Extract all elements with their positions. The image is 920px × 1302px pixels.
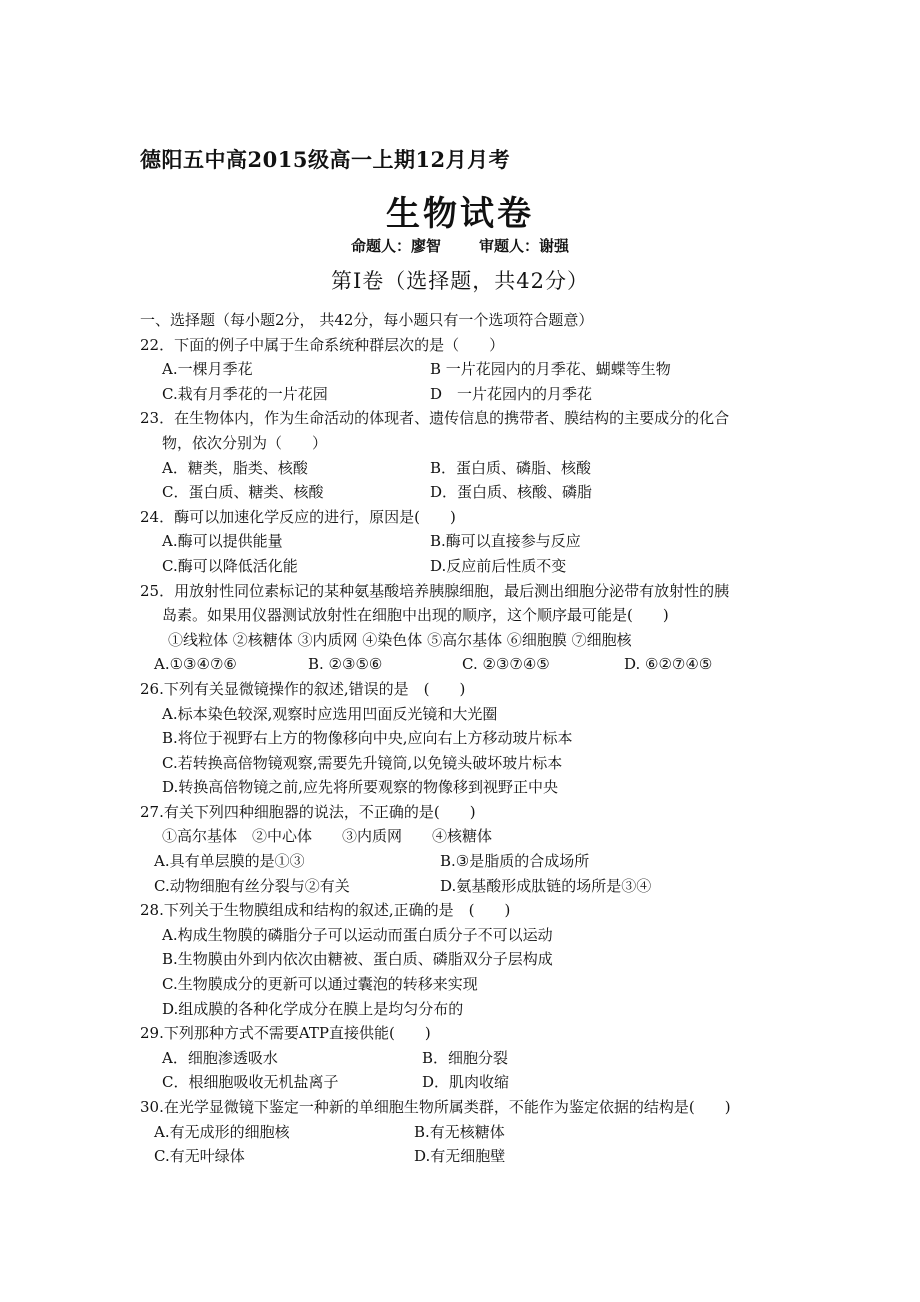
question-22-options-row1 [140, 357, 790, 382]
option-c: C．根细胞吸收无机盐离子 [162, 1073, 339, 1092]
option-a: A．糖类，脂类、核酸 [162, 458, 308, 477]
question-30-options-row2 [140, 1144, 790, 1169]
question-24-stem: 24．酶可以加速化学反应的进行，原因是( ) [140, 507, 456, 526]
question-22-stem: 22．下面的例子中属于生命系统种群层次的是（ ） [140, 335, 505, 354]
exam-authors [0, 235, 920, 256]
question-list [140, 308, 790, 1169]
option-c: C.若转换高倍物镜观察,需要先升镜筒,以免镜头破坏玻片标本 [162, 753, 563, 772]
option-d: D．蛋白质、核酸、磷脂 [430, 483, 593, 502]
option-b: B.酶可以直接参与反应 [430, 532, 581, 551]
question-23-stem-cont: 物，依次分别为（ ） [162, 433, 328, 452]
option-d: D．肌肉收缩 [422, 1073, 510, 1092]
question-29-options-row1 [140, 1046, 790, 1071]
option-a: A.酶可以提供能量 [162, 532, 283, 551]
question-30-options-row1 [140, 1120, 790, 1145]
option-a: A.标本染色较深,观察时应选用凹面反光镜和大光圈 [162, 704, 498, 723]
option-b: B.将位于视野右上方的物像移向中央,应向右上方移动玻片标本 [162, 729, 573, 748]
option-c: C.栽有月季花的一片花园 [162, 384, 328, 403]
question-25-items: ①线粒体 ②核糖体 ③内质网 ④染色体 ⑤高尔基体 ⑥细胞膜 ⑦细胞核 [168, 630, 632, 649]
question-23-options-row1 [140, 456, 790, 481]
option-a: A.有无成形的细胞核 [154, 1122, 290, 1141]
option-b: B. ②③⑤⑥ [308, 655, 383, 674]
reviewer-label: 审题人：谢强 [479, 237, 570, 255]
option-a: A.构成生物膜的磷脂分子可以运动而蛋白质分子不可以运动 [162, 925, 553, 944]
setter-label: 命题人：廖智 [350, 237, 441, 255]
option-a: A.①③④⑦⑥ [154, 655, 237, 674]
option-a: A.一棵月季花 [162, 360, 253, 379]
option-d: D. ⑥②⑦④⑤ [624, 655, 713, 674]
question-29-options-row2 [140, 1070, 790, 1095]
question-27-stem: 27.有关下列四种细胞器的说法，不正确的是( ) [140, 802, 476, 821]
option-c: C.生物膜成分的更新可以通过囊泡的转移来实现 [162, 975, 478, 994]
option-d: D 一片花园内的月季花 [430, 384, 593, 403]
section-heading: 一、选择题（每小题2分， 共42分，每小题只有一个选项符合题意） [140, 311, 594, 329]
option-c: C.酶可以降低活化能 [162, 556, 298, 575]
question-23-options-row2 [140, 480, 790, 505]
option-d: D.有无细胞壁 [414, 1147, 506, 1166]
question-24-options-row2 [140, 554, 790, 579]
question-27-items: ①高尔基体 ②中心体 ③内质网 ④核糖体 [162, 827, 493, 846]
option-a: A.具有单层膜的是①③ [154, 852, 305, 871]
option-c: C. ②③⑦④⑤ [462, 655, 550, 674]
question-24-options-row1 [140, 529, 790, 554]
option-d: D.反应前后性质不变 [430, 556, 567, 575]
question-26-stem: 26.下列有关显微镜操作的叙述,错误的是 ( ) [140, 679, 466, 698]
part-title: 第Ⅰ卷（选择题，共42分） [330, 269, 590, 293]
option-b: B.生物膜由外到内依次由糖被、蛋白质、磷脂双分子层构成 [162, 950, 553, 969]
option-d: D.氨基酸形成肽链的场所是③④ [440, 876, 652, 895]
exam-subject-title: 生物试卷 [386, 194, 534, 234]
question-28-stem: 28.下列关于生物膜组成和结构的叙述,正确的是 ( ) [140, 901, 511, 920]
question-25-stem-cont: 岛素。如果用仪器测试放射性在细胞中出现的顺序，这个顺序最可能是( ) [162, 606, 669, 625]
question-25-options [140, 652, 790, 677]
option-d: D.转换高倍物镜之前,应先将所要观察的物像移到视野正中央 [162, 778, 559, 797]
school-exam-line: 德阳五中高2015级高一上期12月月考 [140, 147, 511, 172]
option-d: D.组成膜的各种化学成分在膜上是均匀分布的 [162, 999, 464, 1018]
question-25-stem: 25．用放射性同位素标记的某种氨基酸培养胰腺细胞，最后测出细胞分泌带有放射性的胰 [140, 581, 730, 600]
option-b: B．细胞分裂 [422, 1048, 509, 1067]
question-27-options-row1 [140, 849, 790, 874]
option-c: C.有无叶绿体 [154, 1147, 245, 1166]
option-b: B.有无核糖体 [414, 1122, 505, 1141]
option-b: B．蛋白质、磷脂、核酸 [430, 458, 592, 477]
question-30-stem: 30.在光学显微镜下鉴定一种新的单细胞生物所属类群，不能作为鉴定依据的结构是( ) [140, 1098, 731, 1116]
question-27-options-row2 [140, 874, 790, 899]
option-c: C.动物细胞有丝分裂与②有关 [154, 876, 350, 895]
question-22-options-row2 [140, 382, 790, 407]
option-b: B 一片花园内的月季花、蝴蝶等生物 [430, 360, 671, 379]
question-23-stem: 23．在生物体内，作为生命活动的体现者、遗传信息的携带者、膜结构的主要成分的化合 [140, 409, 730, 428]
option-b: B.③是脂质的合成场所 [440, 852, 590, 871]
question-29-stem: 29.下列那种方式不需要ATP直接供能( ) [140, 1024, 431, 1043]
option-c: C．蛋白质、糖类、核酸 [162, 483, 324, 502]
option-a: A．细胞渗透吸水 [162, 1048, 278, 1067]
